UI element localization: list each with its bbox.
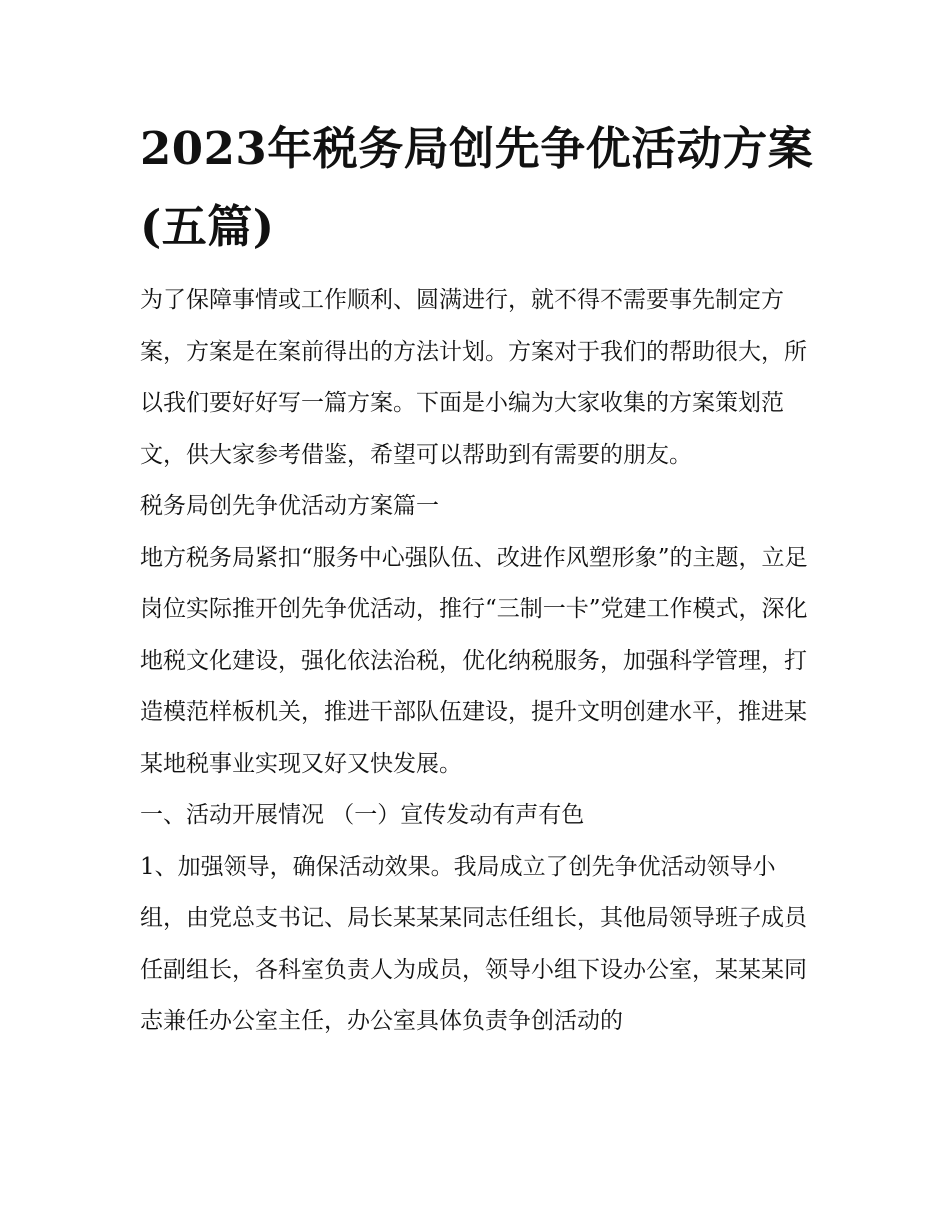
- section-heading-part-one: 税务局创先争优活动方案篇一: [140, 493, 439, 519]
- document-title: 2023年税务局创先争优活动方案(五篇): [140, 122, 814, 253]
- leadership-paragraph: 1、加强领导，确保活动效果。我局成立了创先争优活动领导小组，由党总支书记、局长某某某同志任组长，其他局领导班子成员任副组长，各科室负责人为成员，领导小组下设办公室，某某某同志兼任办公室主任，办公室具体负责争创活动的: [140, 853, 807, 1034]
- part-one-paragraph: 地方税务局紧扣“服务中心强队伍、改进作风塑形象”的主题，立足岗位实际推开创先争优活动，推行“三制一卡”党建工作模式，深化地税文化建设，强化依法治税，优化纳税服务，加强科学管理，打造模范样板机关，推进干部队伍建设，提升文明创建水平，推进某某地税事业实现又好又快发展。: [140, 544, 808, 777]
- intro-paragraph: 为了保障事情或工作顺利、圆满进行，就不得不需要事先制定方案，方案是在案前得出的方法计划。方案对于我们的帮助很大，所以我们要好好写一篇方案。下面是小编为大家收集的方案策划范文，供大家参考借鉴，希望可以帮助到有需要的朋友。: [140, 287, 807, 468]
- activity-heading: 一、活动开展情况 （一）宣传发动有声有色: [140, 802, 585, 828]
- document-body: [140, 275, 820, 1048]
